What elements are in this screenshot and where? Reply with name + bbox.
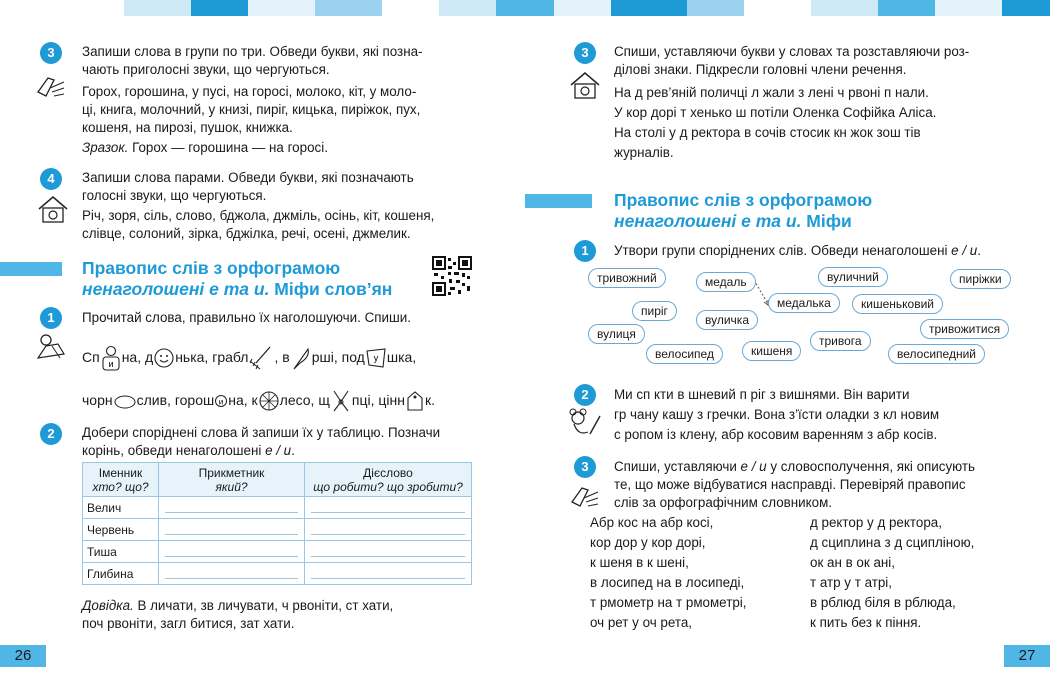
exercise-3-text: На д рев’яній поличці л жали з лені ч рвоні п нали. У кор дорі т хенько ш потіли Оленка Софійка Аліса. На столі у д ректора в сочів стосик кн жок зош тів журналів.	[614, 85, 937, 160]
person-icon	[100, 345, 122, 371]
answer-cell[interactable]	[305, 563, 472, 585]
exercise-3-sample: Зразок. Горох — горошина — на горосі.	[82, 140, 328, 155]
word-pill[interactable]: пиріг	[632, 301, 677, 321]
table-header: Іменник хто? що?	[83, 463, 159, 497]
price-tag-icon	[405, 390, 425, 412]
exercise-2-instruction: Добери споріднені слова й запиши їх у таблицю. Позначи корінь, обведи ненаголошені е / и.	[82, 425, 441, 458]
writing-hand-icon	[34, 70, 68, 100]
heading-bar	[525, 194, 592, 208]
exercise-4-words: Річ, зоря, сіль, слово, бджола, джміль, осінь, кіт, кошеня, слівце, солоний, зірка, бджілка, речі, осені, джмелик.	[82, 208, 435, 241]
word-pill[interactable]: медаль	[696, 272, 756, 292]
list-item: ок ан в ок ані,	[810, 555, 895, 570]
list-item: д ректор у д ректора,	[810, 515, 942, 530]
house-icon	[568, 70, 602, 100]
feather-icon	[290, 345, 312, 371]
exercise-1-instruction: Утвори групи споріднених слів. Обведи ненаголошені е / и.	[614, 243, 981, 258]
list-item: в рблюд біля в рблюда,	[810, 595, 956, 610]
answer-cell[interactable]	[305, 541, 472, 563]
exercise-2-hint: Довідка. В личати, зв личувати, ч рвоніти, ст хати, поч рвоніти, загл битися, зат хати.	[82, 598, 394, 631]
mouse-writing-icon	[568, 408, 602, 438]
word-pill[interactable]: медалька	[768, 293, 840, 313]
page-number: 27	[1004, 645, 1050, 667]
house-icon	[36, 194, 70, 224]
list-item: оч рет у оч рета,	[590, 615, 693, 630]
word-pill[interactable]: вуличка	[696, 310, 758, 330]
section-heading: Правопис слів з орфограмою ненаголошені е та и. Міфи	[614, 190, 873, 231]
exercise-2-text: Ми сп кти в шневий п ріг з вишнями. Він варити гр чану кашу з гречки. Вона з’їсти оладки з кл новим с ропом із клену, абр косовим варенням з абр косів.	[614, 387, 940, 442]
answer-cell[interactable]	[305, 519, 472, 541]
list-item: к шеня в к шені,	[590, 555, 689, 570]
exercise-3-instruction: Спиши, уставляючи букви у словах та розставляючи роз- ділові знаки. Підкресли головні члени речення.	[614, 44, 970, 77]
exercise-1-instruction: Прочитай слова, правильно їх наголошуючи. Спиши.	[82, 310, 411, 325]
word-pill[interactable]: вулиця	[588, 324, 645, 344]
list-item: кор дор у кор дорі,	[590, 535, 706, 550]
table-row: Тиша	[83, 541, 472, 563]
word-pill[interactable]: велосипед	[646, 344, 723, 364]
phrases-column-2	[810, 513, 1020, 633]
answer-cell[interactable]	[159, 541, 305, 563]
exercise-4-instruction: Запиши слова парами. Обведи букви, які позначають голосні звуки, що чергуються.	[82, 170, 414, 203]
exercise-number: 3	[40, 42, 62, 64]
word-pill[interactable]: тривожитися	[920, 319, 1009, 339]
exercise-number: 1	[574, 240, 596, 262]
word-pill[interactable]: пиріжки	[950, 269, 1011, 289]
table-row: Глибина	[83, 563, 472, 585]
word-pill[interactable]: тривога	[810, 331, 871, 351]
list-item: Абр кос на абр косі,	[590, 515, 714, 530]
word-pill[interactable]: кишеньковий	[852, 294, 943, 314]
page-number: 26	[0, 645, 46, 667]
word-pill[interactable]: велосипедний	[888, 344, 985, 364]
exercise-1-row-2: чорн слив, горош и на, к лесо, щ пці, цінн к.	[82, 386, 474, 414]
exercise-1-row-1: Сп и на, д нька, грабл , в рші, под у шка,	[82, 343, 474, 371]
list-item: т рмометр на т рмометрі,	[590, 595, 747, 610]
word-pill[interactable]: тривожний	[588, 268, 666, 288]
qr-code-icon[interactable]	[432, 256, 472, 296]
list-item: в лосипед на в лосипеді,	[590, 575, 745, 590]
rake-icon	[248, 345, 274, 371]
smiley-icon	[153, 346, 175, 370]
prune-icon	[113, 391, 137, 411]
pillow-icon	[365, 346, 387, 370]
answer-cell[interactable]	[159, 563, 305, 585]
word-pill[interactable]: вуличний	[818, 267, 888, 287]
pea-icon	[214, 394, 228, 408]
writing-hand-icon	[568, 480, 602, 510]
exercise-number: 3	[574, 42, 596, 64]
answer-cell[interactable]	[305, 497, 472, 519]
exercise-3-words: Горох, горошина, у пусі, на горосі, молоко, кіт, у моло- ці, книга, молочний, у книзі, пиріг, кицька, пиріжок, пух, кошеня, на пирозі, пушок, книжка.	[82, 84, 421, 135]
section-heading: Правопис слів з орфограмою ненаголошені е та и. Міфи слов’ян	[82, 258, 393, 299]
exercise-number: 2	[40, 423, 62, 445]
exercise-number: 1	[40, 307, 62, 329]
exercise-number: 2	[574, 384, 596, 406]
exercise-3-instruction: Спиши, уставляючи е / и у словосполучення, які описують те, що може відбуватися насправді. Перевіряй правопис слів за орфографічним словником.	[614, 459, 975, 510]
phrases-column-1	[590, 513, 802, 633]
reading-child-icon	[34, 332, 68, 362]
table-row: Велич	[83, 497, 472, 519]
list-item: т атр у т атрі,	[810, 575, 893, 590]
exercise-number: 4	[40, 168, 62, 190]
pliers-icon	[330, 389, 352, 413]
exercise-number: 3	[574, 456, 596, 478]
top-decor-bar	[0, 0, 1050, 16]
list-item: к пить без к піння.	[810, 615, 922, 630]
table-header: Дієслово що робити? що зробити?	[305, 463, 472, 497]
answer-cell[interactable]	[159, 497, 305, 519]
exercise-3-instruction: Запиши слова в групи по три. Обведи букви, які позна- чають приголосні звуки, що чергуються.	[82, 44, 423, 77]
list-item: д сциплина з д сципліною,	[810, 535, 975, 550]
root-words-table	[82, 462, 472, 585]
table-header: Прикметник який?	[159, 463, 305, 497]
heading-bar	[0, 262, 62, 276]
table-row: Червень	[83, 519, 472, 541]
word-pill[interactable]: кишеня	[742, 341, 801, 361]
svg-text:и: и	[218, 397, 224, 407]
answer-cell[interactable]	[159, 519, 305, 541]
svg-text:у: у	[373, 353, 379, 364]
svg-text:и: и	[108, 359, 114, 370]
wheel-icon	[258, 390, 280, 412]
